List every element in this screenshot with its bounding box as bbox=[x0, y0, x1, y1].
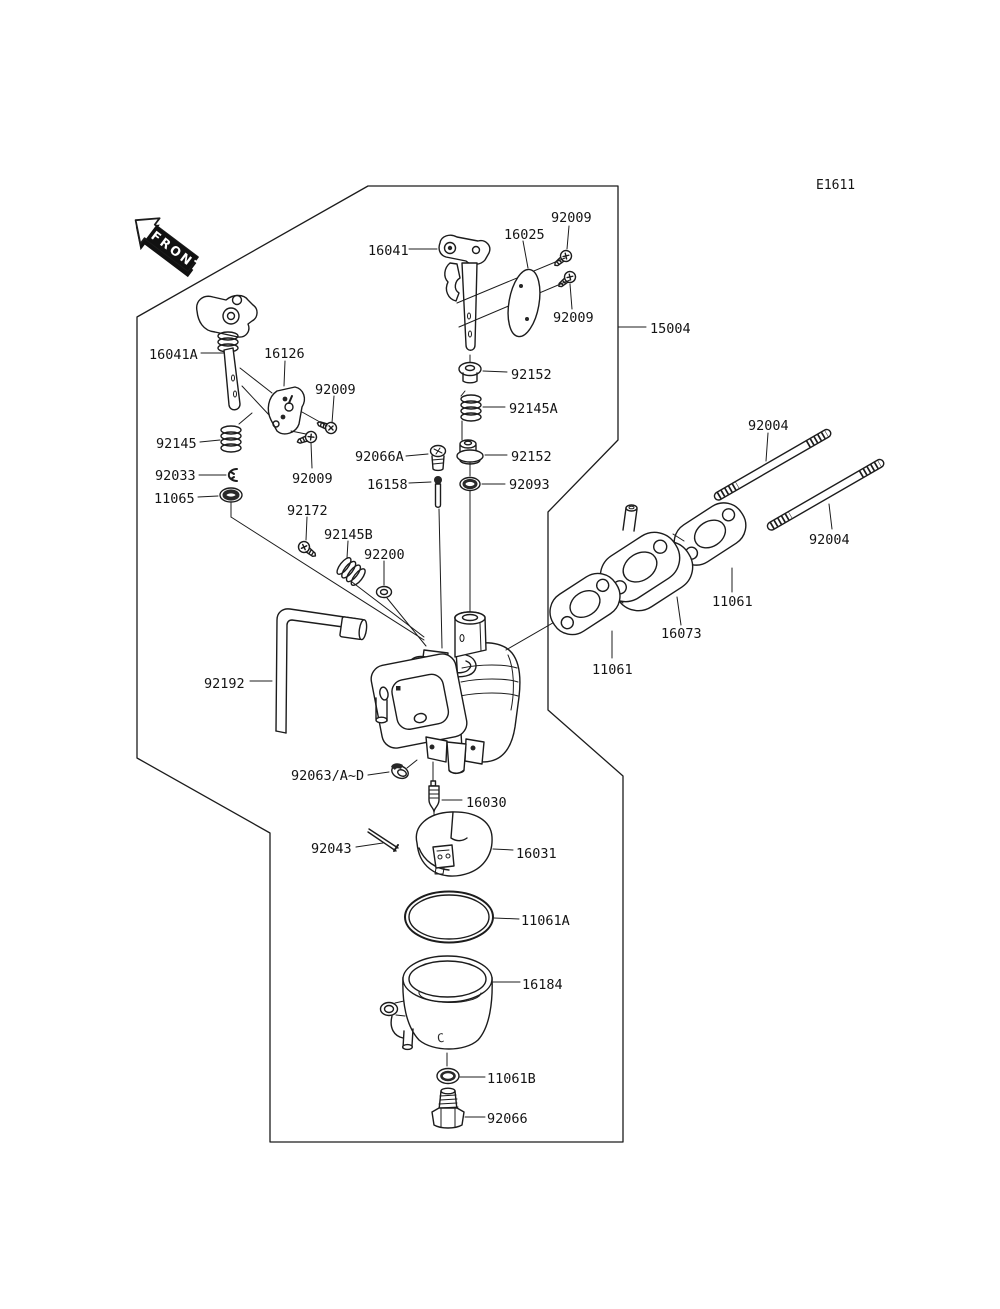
part-92009-screw-c bbox=[315, 418, 338, 435]
part-label-92152-b: 92152 bbox=[511, 449, 552, 465]
part-92152-bushing-b bbox=[457, 440, 483, 464]
bowl-cast-mark: C bbox=[436, 1030, 446, 1046]
part-92066A-screw bbox=[431, 446, 446, 471]
part-11061B-washer bbox=[437, 1069, 485, 1084]
part-label-92093: 92093 bbox=[509, 477, 550, 493]
part-label-11061B: 11061B bbox=[487, 1071, 536, 1087]
part-label-92066: 92066 bbox=[487, 1111, 528, 1127]
part-92066-drain-bolt bbox=[432, 1088, 485, 1128]
diagram-code: E1611 bbox=[816, 178, 856, 193]
part-label-92145A: 92145A bbox=[509, 401, 558, 417]
part-label-16030: 16030 bbox=[466, 795, 507, 811]
part-label-92200: 92200 bbox=[364, 547, 405, 563]
part-label-92145B: 92145B bbox=[324, 527, 373, 543]
part-label-92063: 92063/A~D bbox=[291, 768, 365, 784]
part-92043-float-pin bbox=[356, 829, 398, 851]
part-92004-stud-a bbox=[713, 428, 832, 501]
part-label-11061-a: 11061 bbox=[712, 594, 753, 610]
front-arrow-label: FRONT bbox=[148, 227, 206, 277]
part-16184-float-bowl bbox=[381, 956, 521, 1066]
leaders-top bbox=[409, 226, 572, 309]
part-label-16025: 16025 bbox=[504, 227, 545, 243]
part-16031-float bbox=[416, 812, 513, 876]
part-92172-screw bbox=[296, 539, 319, 560]
part-92200-washer bbox=[377, 587, 427, 647]
part-label-92033: 92033 bbox=[155, 468, 196, 484]
part-label-92009-b: 92009 bbox=[553, 310, 594, 326]
part-label-92009-a: 92009 bbox=[551, 210, 592, 226]
part-92009-screw-b bbox=[555, 269, 577, 290]
leaders-center bbox=[406, 371, 507, 484]
part-16041A-choke-shaft bbox=[197, 296, 272, 417]
part-label-11065: 11065 bbox=[154, 491, 195, 507]
part-92063-pilot-jet bbox=[368, 760, 417, 781]
part-label-92043: 92043 bbox=[311, 841, 352, 857]
part-92145B-spring bbox=[335, 556, 368, 588]
part-label-16073: 16073 bbox=[661, 626, 702, 642]
part-92093-washer bbox=[460, 463, 480, 613]
part-label-16031: 16031 bbox=[516, 846, 557, 862]
part-92004-stud-b bbox=[766, 458, 885, 531]
part-label-16041: 16041 bbox=[368, 243, 409, 259]
part-carburetor-body bbox=[369, 612, 570, 773]
part-label-15004: 15004 bbox=[650, 321, 691, 337]
part-label-11061A: 11061A bbox=[521, 913, 570, 929]
part-label-92152-a: 92152 bbox=[511, 367, 552, 383]
part-label-92009-c: 92009 bbox=[315, 382, 356, 398]
part-label-92066A: 92066A bbox=[355, 449, 404, 465]
part-label-92145: 92145 bbox=[156, 436, 197, 452]
part-92145-spring bbox=[221, 413, 252, 452]
part-label-92004-a: 92004 bbox=[748, 418, 789, 434]
part-label-16158: 16158 bbox=[367, 477, 408, 493]
front-arrow bbox=[123, 207, 211, 286]
part-label-16184: 16184 bbox=[522, 977, 563, 993]
part-label-92009-d: 92009 bbox=[292, 471, 333, 487]
part-92033-clip bbox=[229, 469, 237, 481]
part-11061A-oring bbox=[405, 892, 519, 943]
part-92152-bushing-a bbox=[459, 355, 481, 383]
part-92192-hose bbox=[250, 609, 368, 733]
part-label-92004-b: 92004 bbox=[809, 532, 850, 548]
part-label-16126: 16126 bbox=[264, 346, 305, 362]
part-92145A-spring bbox=[461, 391, 481, 440]
part-label-16041A: 16041A bbox=[149, 347, 198, 363]
part-label-92192: 92192 bbox=[204, 676, 245, 692]
part-label-11061-b: 11061 bbox=[592, 662, 633, 678]
part-16158-needle bbox=[434, 476, 442, 648]
part-label-92172: 92172 bbox=[287, 503, 328, 519]
